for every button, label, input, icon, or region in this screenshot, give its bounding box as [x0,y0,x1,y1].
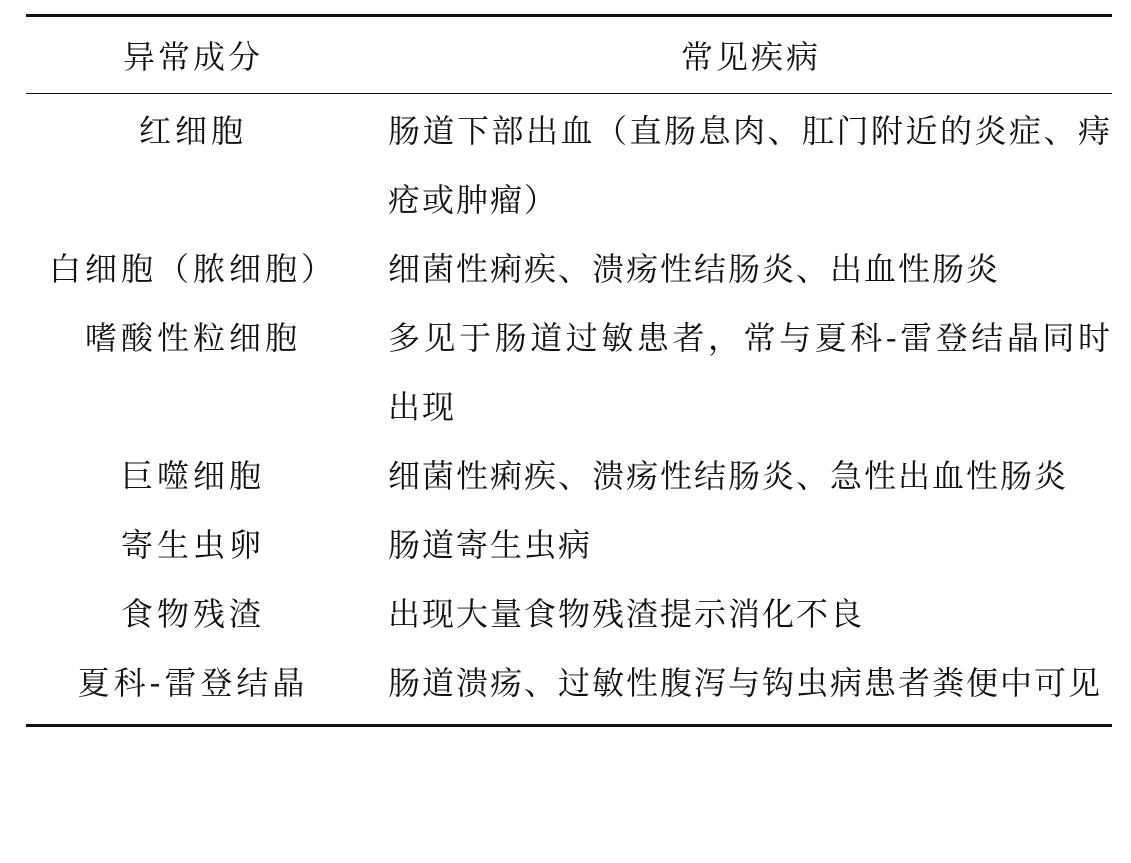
table-row [26,94,1112,236]
header-component: 异常成分 [122,38,263,76]
cell-disease: 出现大量食物残渣提示消化不良 [388,595,865,633]
abnormal-components-table [26,14,1112,727]
cell-disease: 肠道溃疡、过敏性腹泻与钩虫病患者粪便中可见 [388,664,1103,702]
cell-disease: 细菌性痢疾、溃疡性结肠炎、急性出血性肠炎 [388,457,1069,495]
cell-component: 巨噬细胞 [120,457,265,495]
table-row [26,235,1112,304]
table-row [26,511,1112,580]
cell-disease: 肠道下部出血（直肠息肉、肛门附近的炎症、痔疮或肿瘤） [388,112,1112,219]
cell-component: 夏科-雷登结晶 [77,664,309,702]
table-row [26,580,1112,649]
cell-component: 食物残渣 [120,595,265,633]
table-row [26,442,1112,511]
table-header [26,16,1112,94]
table-row [26,304,1112,442]
cell-component: 寄生虫卵 [120,526,265,564]
cell-component: 嗜酸性粒细胞 [84,319,301,357]
header-disease: 常见疾病 [680,38,821,76]
cell-component: 红细胞 [138,112,247,150]
header-row [26,16,1112,94]
table-body [26,94,1112,726]
cell-component: 白细胞（脓细胞） [48,250,337,288]
cell-disease: 多见于肠道过敏患者，常与夏科-雷登结晶同时出现 [388,319,1112,426]
cell-disease: 肠道寄生虫病 [388,526,593,564]
cell-disease: 细菌性痢疾、溃疡性结肠炎、出血性肠炎 [388,250,1001,288]
table-row [26,649,1112,726]
